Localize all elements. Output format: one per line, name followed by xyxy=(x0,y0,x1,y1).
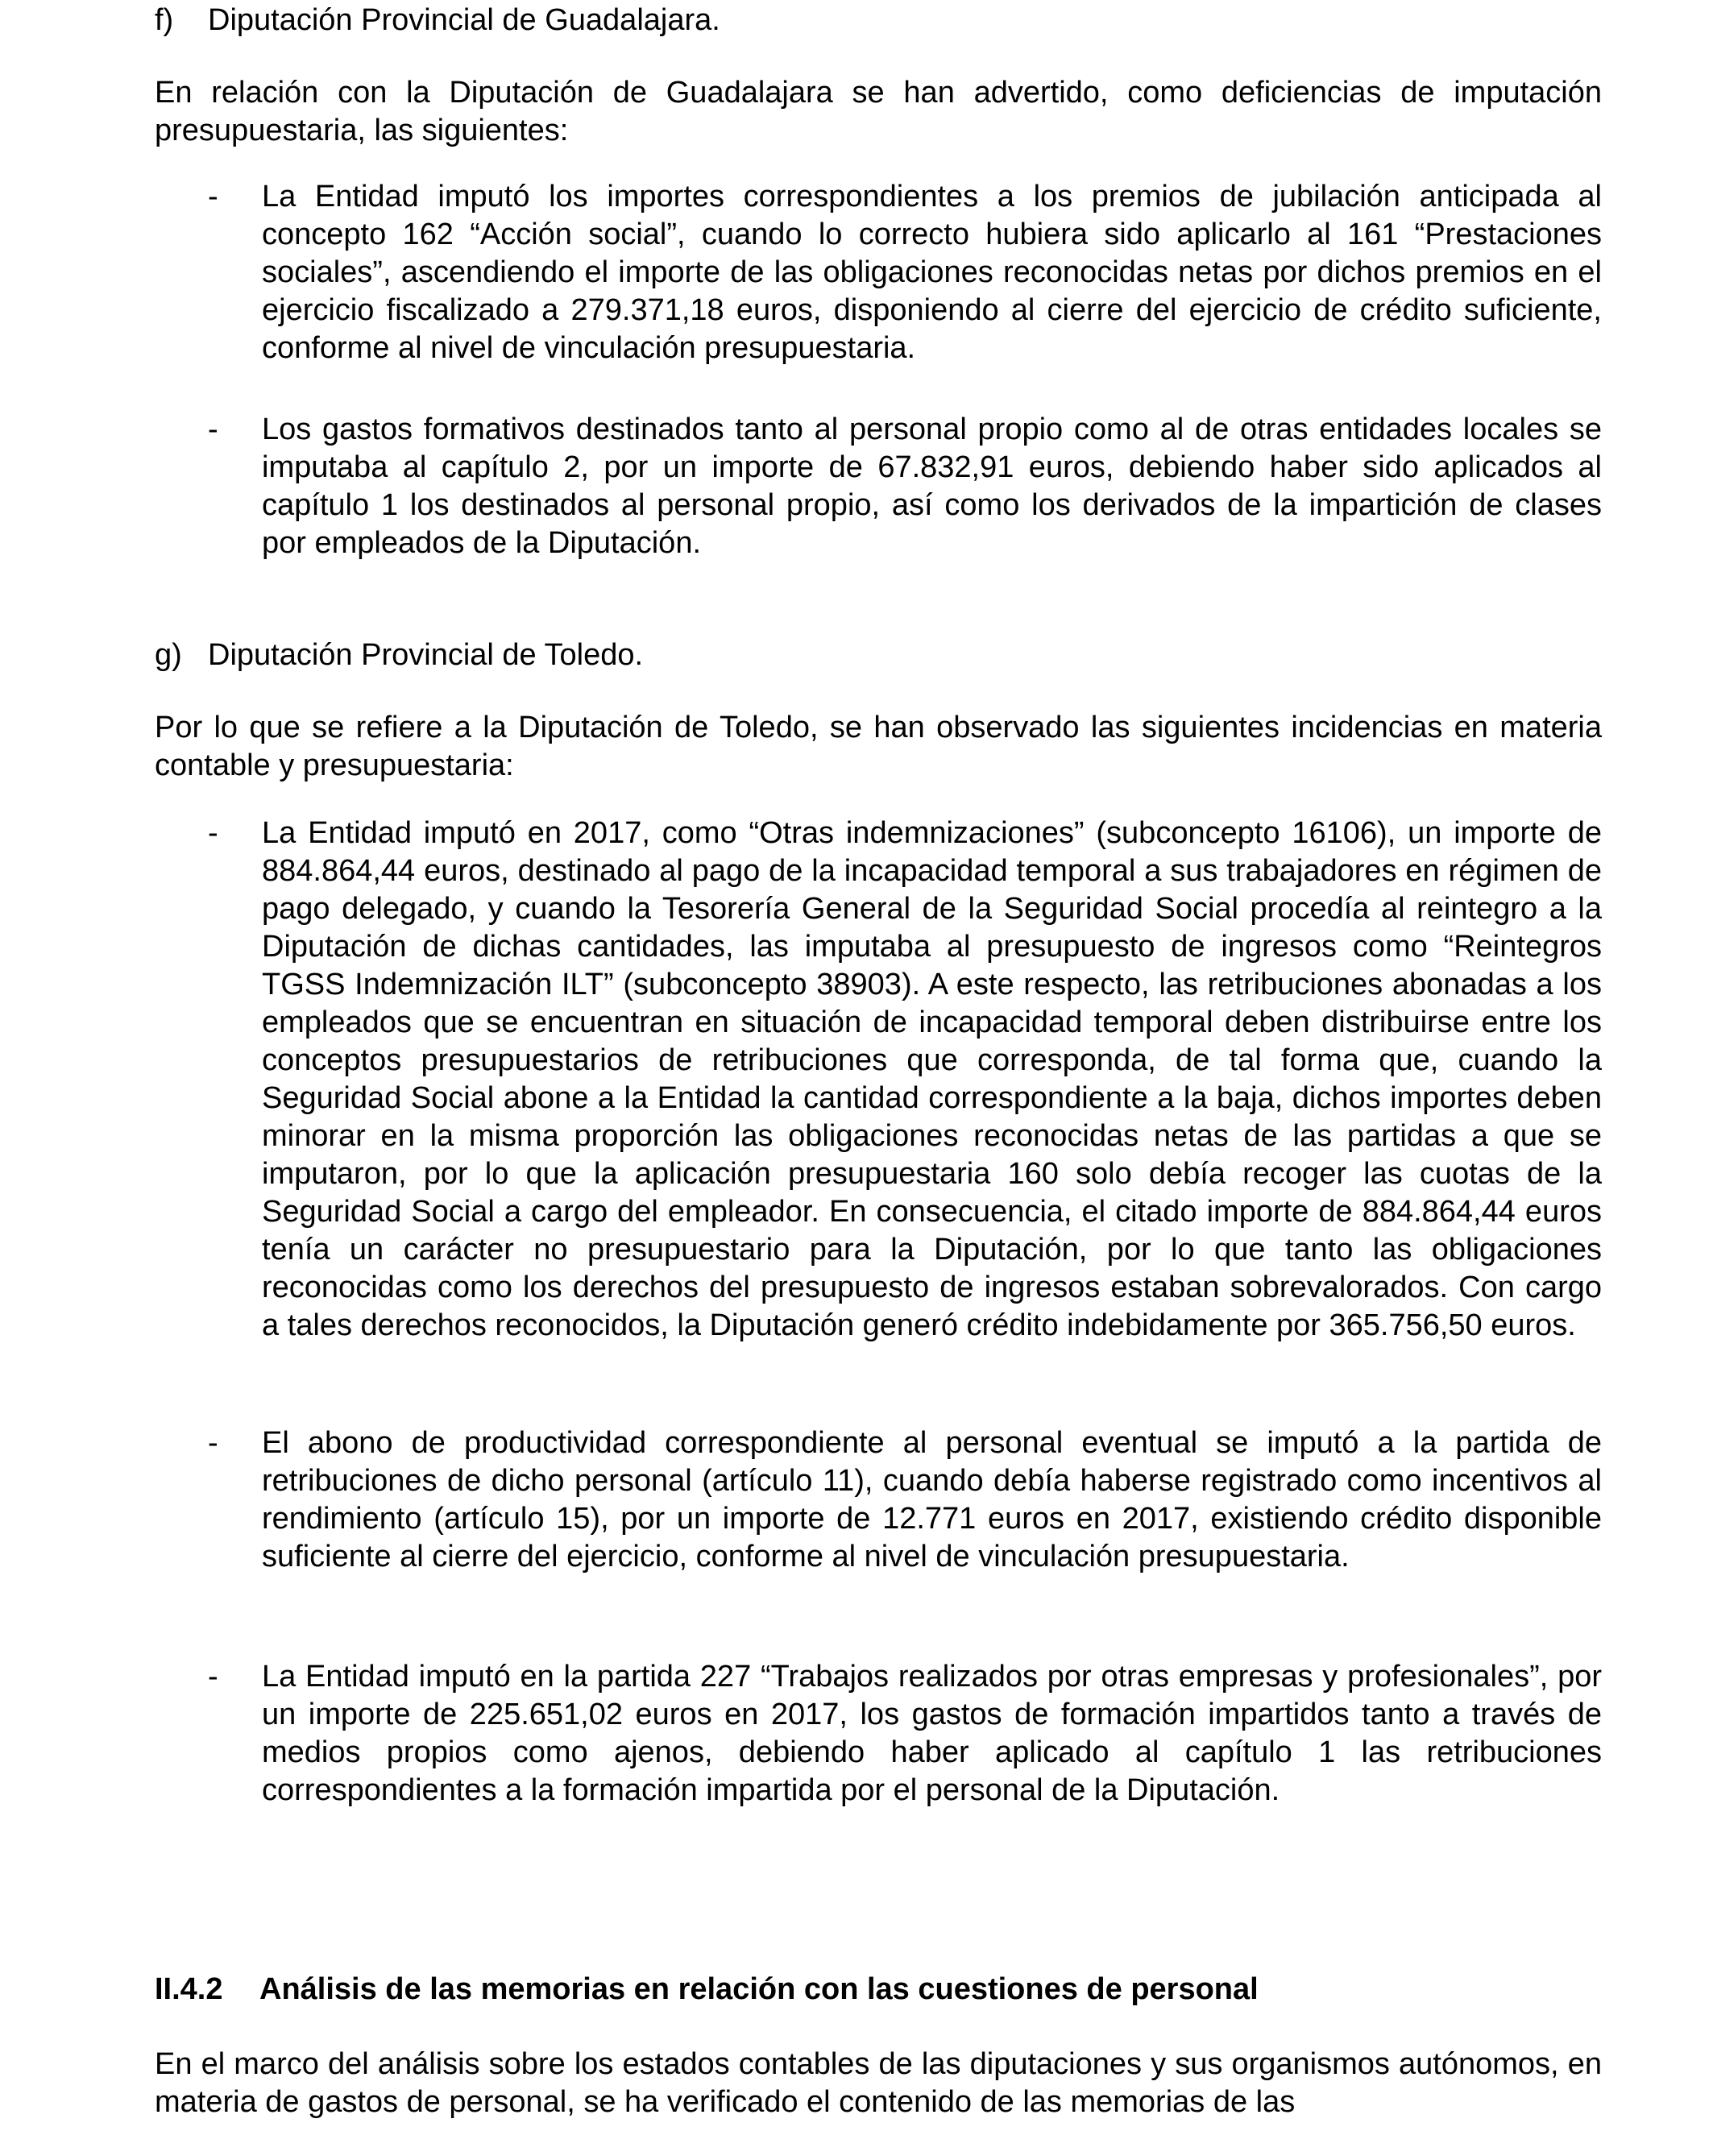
section-g-bullet-1 xyxy=(208,815,1602,1345)
section-g-marker: g) xyxy=(155,638,182,672)
section-g-intro: Por lo que se refiere a la Diputación de Toledo, se han observado las siguientes incidencias en materia contable y presupuestaria: xyxy=(155,711,1602,782)
section-g-bullet-2 xyxy=(208,1424,1602,1576)
bullet-text: La Entidad imputó en la partida 227 “Trabajos realizados por otras empresas y profesionales”, por un importe de 225.651,02 euros en 2017, los gastos de formación impartidos tanto a través de medios propios como ajenos, debiendo haber aplicado al capítulo 1 las retribuciones correspondientes a la formación impartida por el personal de la Diputación. xyxy=(262,1660,1602,1807)
section-f-title: Diputación Provincial de Guadalajara. xyxy=(208,3,720,37)
section-title: Análisis de las memorias en relación con las cuestiones de personal xyxy=(259,1972,1259,2006)
bullet-dash: - xyxy=(208,816,218,850)
section-f-bullet-2 xyxy=(208,411,1602,562)
section-ii42-heading xyxy=(155,1971,1259,2009)
bullet-dash: - xyxy=(208,1426,218,1460)
bullet-text: El abono de productividad correspondiente al personal eventual se imputó a la partida de retribuciones de dicho personal (artículo 11), cuando debía haberse registrado como incentivos al rendimiento (artículo 15), por un importe de 12.771 euros en 2017, existiendo crédito disponible suficiente al cierre del ejercicio, conforme al nivel de vinculación presupuestaria. xyxy=(262,1426,1602,1573)
bullet-dash: - xyxy=(208,413,218,446)
bullet-dash: - xyxy=(208,1660,218,1694)
section-ii42-intro: En el marco del análisis sobre los estados contables de las diputaciones y sus organismos autónomos, en materia de gastos de personal, se ha verificado el contenido de las memorias de las xyxy=(155,2047,1602,2119)
bullet-dash: - xyxy=(208,180,218,214)
bullet-text: Los gastos formativos destinados tanto al personal propio como al de otras entidades locales se imputaba al capítulo 2, por un importe de 67.832,91 euros, debiendo haber sido aplicados al capítulo 1 los destinados al personal propio, así como los derivados de la impartición de clases por empleados de la Diputación. xyxy=(262,413,1602,560)
section-number: II.4.2 xyxy=(155,1972,223,2006)
section-f-marker: f) xyxy=(155,3,174,37)
section-g-bullet-3 xyxy=(208,1658,1602,1810)
section-f-bullet-1 xyxy=(208,178,1602,367)
bullet-text: La Entidad imputó en 2017, como “Otras indemnizaciones” (subconcepto 16106), un importe de 884.864,44 euros, destinado al pago de la incapacidad temporal a sus trabajadores en régimen de pago delegado, y cuando la Tesorería General de la Seguridad Social procedía al reintegro a la Diputación de dichas cantidades, las imputaba al presupuesto de ingresos como “Reintegros TGSS Indemnización ILT” (subconcepto 38903). A este respecto, las retribuciones abonadas a los empleados que se encuentran en situación de incapacidad temporal deben distribuirse entre los conceptos presupuestarios de retribuciones que corresponda, de tal forma que, cuando la Seguridad Social abone a la Entidad la cantidad correspondiente a la baja, dichos importes deben minorar en la misma proporción las obligaciones reconocidas netas de las partidas a que se imputaron, por lo que la aplicación presupuestaria 160 solo debía recoger las cuotas de la Seguridad Social a cargo del empleador. En consecuencia, el citado importe de 884.864,44 euros tenía un carácter no presupuestario para la Diputación, por lo que tanto las obligaciones reconocidas como los derechos del presupuesto de ingresos estaban sobrevalorados. Con cargo a tales derechos reconocidos, la Diputación generó crédito indebidamente por 365.756,50 euros. xyxy=(262,816,1602,1342)
section-g-heading xyxy=(155,636,643,674)
section-f-heading xyxy=(155,2,720,39)
section-f-intro: En relación con la Diputación de Guadalajara se han advertido, como deficiencias de imputación presupuestaria, las siguientes: xyxy=(155,76,1602,147)
section-g-title: Diputación Provincial de Toledo. xyxy=(208,638,644,672)
bullet-text: La Entidad imputó los importes correspondientes a los premios de jubilación anticipada al concepto 162 “Acción social”, cuando lo correcto hubiera sido aplicarlo al 161 “Prestaciones sociales”, ascendiendo el importe de las obligaciones reconocidas netas por dichos premios en el ejercicio fiscalizado a 279.371,18 euros, disponiendo al cierre del ejercicio de crédito suficiente, conforme al nivel de vinculación presupuestaria. xyxy=(262,180,1602,365)
